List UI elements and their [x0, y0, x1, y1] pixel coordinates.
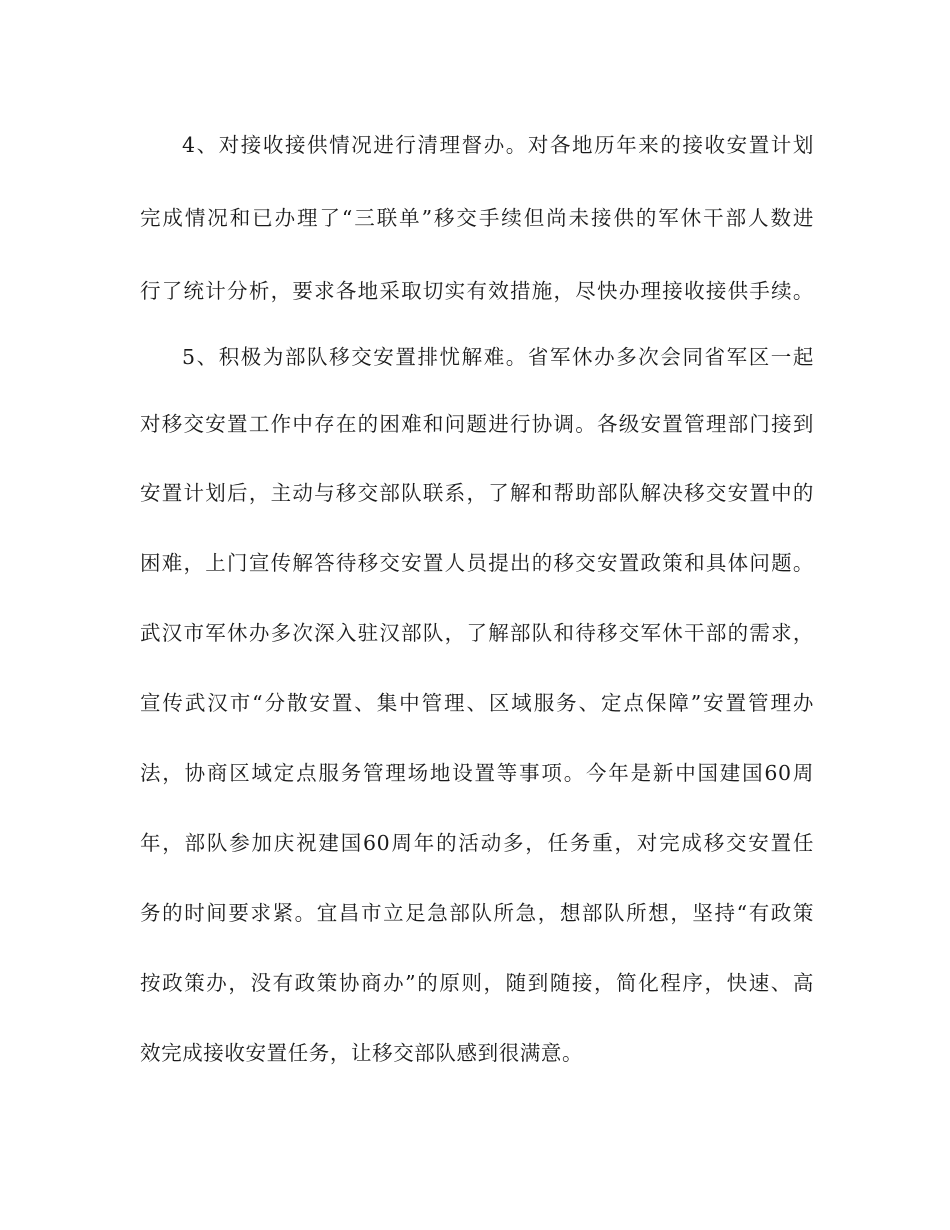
paragraph-5-line-10: 按政策办，没有政策协商办”的原则，随到随接，简化程序，快速、高 — [140, 971, 814, 995]
paragraph-5-line-5: 武汉市军休办多次深入驻汉部队，了解部队和待移交军休干部的需求， — [140, 621, 814, 645]
paragraph-5-line-11: 效完成接收安置任务，让移交部队感到很满意。 — [140, 1041, 584, 1065]
paragraph-5-line-7: 法，协商区域定点服务管理场地设置等事项。今年是新中国建国60周 — [140, 761, 814, 785]
paragraph-5-line-8: 年，部队参加庆祝建国60周年的活动多，任务重，对完成移交安置任 — [140, 831, 814, 855]
paragraph-5-line-3: 安置计划后，主动与移交部队联系，了解和帮助部队解决移交安置中的 — [140, 481, 814, 505]
paragraph-4-line-3: 行了统计分析，要求各地采取切实有效措施，尽快办理接收接供手续。 — [140, 279, 814, 303]
paragraph-5-line-1: 5、积极为部队移交安置排忧解难。省军休办多次会同省军区一起 — [182, 345, 814, 369]
paragraph-5-line-2: 对移交安置工作中存在的困难和问题进行协调。各级安置管理部门接到 — [140, 412, 814, 436]
paragraph-4-line-2: 完成情况和已办理了“三联单”移交手续但尚未接供的军休干部人数进 — [140, 206, 814, 230]
paragraph-4-line-1: 4、对接收接供情况进行清理督办。对各地历年来的接收安置计划 — [182, 133, 814, 157]
paragraph-5-line-4: 困难，上门宣传解答待移交安置人员提出的移交安置政策和具体问题。 — [140, 551, 814, 575]
paragraph-5-line-9: 务的时间要求紧。宜昌市立足急部队所急，想部队所想，坚持“有政策 — [140, 901, 814, 925]
paragraph-5-line-6: 宣传武汉市“分散安置、集中管理、区域服务、定点保障”安置管理办 — [140, 691, 814, 715]
